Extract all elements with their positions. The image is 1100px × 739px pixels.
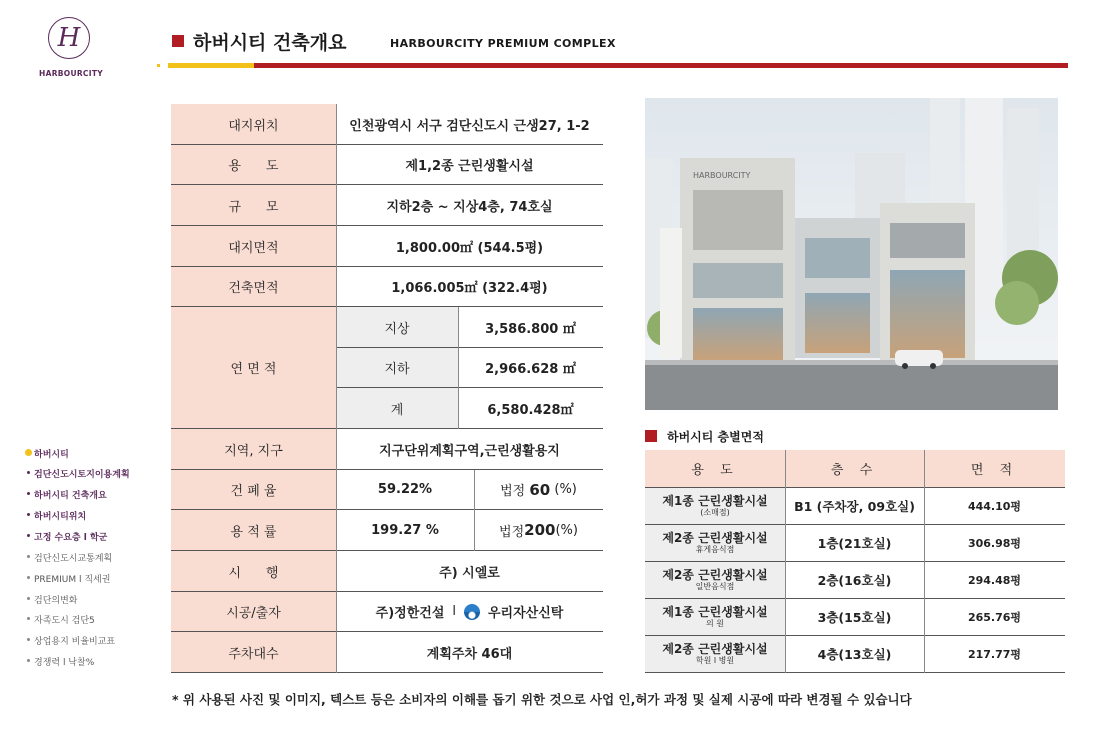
page-subtitle: HARBOURCITY PREMIUM COMPLEX <box>390 37 616 50</box>
nav-item-traffic[interactable]: 검단신도시교통계획 <box>34 551 112 564</box>
legal-prefix: 법정 <box>500 484 530 499</box>
label-site-location: 대지위치 <box>171 104 336 145</box>
area-value: 444.10평 <box>924 488 1065 525</box>
header-rule-red <box>254 63 1068 68</box>
use-name: 제1종 근린생활시설 <box>662 494 768 508</box>
floor-value: 3층(15호실) <box>785 599 924 636</box>
col-divider <box>924 450 925 673</box>
label-developer: 시 행 <box>171 551 336 592</box>
value-zone: 지구단위계획구역,근린생활용지 <box>336 429 603 470</box>
nav-bullet-icon <box>27 555 30 558</box>
logo-monogram-icon: H <box>57 23 81 53</box>
building-illustration <box>645 98 1058 410</box>
value-above-ground: 3,586.800 ㎡ <box>458 307 603 348</box>
use-name: 제2종 근린생활시설 <box>662 642 768 656</box>
label-gross-floor-area: 연 면 적 <box>171 307 336 429</box>
use-detail: 일반음식점 <box>695 582 735 591</box>
nav-item-commercial-ratio[interactable]: 상업용지 비율비교표 <box>34 634 115 647</box>
col-divider <box>474 470 475 551</box>
nav-item-self-sufficient[interactable]: 자족도시 검단5 <box>34 613 95 626</box>
label-parking: 주차대수 <box>171 632 336 673</box>
col-divider <box>458 307 459 429</box>
building-sign: HARBOURCITY <box>693 171 751 180</box>
floor-area-table <box>645 450 1065 673</box>
legal-floor-area-ratio <box>474 510 603 551</box>
nav-bullet-icon <box>27 659 30 662</box>
builder-name: 주)정한건설 <box>375 606 445 621</box>
nav-bullet-icon <box>27 513 30 516</box>
nav-item-harbourcity[interactable]: 하버시티 <box>34 447 69 460</box>
value-use: 제1,2종 근린생활시설 <box>336 145 603 185</box>
nav-item-demand[interactable]: 고정 수요층 l 학군 <box>34 530 107 543</box>
legal-number: 200 <box>524 521 556 539</box>
page-title: 하버시티 건축개요 <box>193 32 347 54</box>
legal-prefix: 법정 <box>499 524 525 540</box>
value-site-area: 1,800.00㎡ (544.5평) <box>336 226 603 267</box>
nav-bullet-icon <box>27 576 30 579</box>
label-zone: 지역, 지구 <box>171 429 336 470</box>
use-detail: 학원 l 병원 <box>695 656 735 665</box>
label-above-ground: 지상 <box>336 307 458 348</box>
use-detail: 의 원 <box>706 619 724 628</box>
table-row <box>645 599 785 636</box>
label-total-floor: 계 <box>336 388 458 429</box>
building-rendering <box>645 98 1058 410</box>
overview-table <box>171 104 603 673</box>
value-total-floor: 6,580.428㎡ <box>458 388 603 429</box>
value-building-coverage: 59.22% <box>336 470 474 510</box>
builder-separator: l <box>452 604 456 619</box>
use-detail: (소매점) <box>700 508 730 517</box>
table-row <box>645 525 785 562</box>
area-value: 306.98평 <box>924 525 1065 562</box>
nav-item-premium[interactable]: PREMIUM l 직세권 <box>34 572 110 585</box>
label-floor-area-ratio: 용 적 률 <box>171 510 336 551</box>
nav-item-overview[interactable]: 하버시티 건축개요 <box>34 488 107 501</box>
label-site-area: 대지면적 <box>171 226 336 267</box>
label-scale: 규 모 <box>171 185 336 226</box>
legal-suffix: (%) <box>550 482 577 497</box>
value-floor-area-ratio: 199.27 % <box>336 510 474 551</box>
floor-table-header-floors: 층 수 <box>785 450 924 488</box>
nav-bullet-icon <box>27 534 30 537</box>
nav-bullet-icon <box>27 617 30 620</box>
label-building-area: 건축면적 <box>171 267 336 307</box>
trust-logo-icon <box>464 604 480 620</box>
value-building-area: 1,066.005㎡ (322.4평) <box>336 267 603 307</box>
use-name: 제1종 근린생활시설 <box>662 605 768 619</box>
label-use: 용 도 <box>171 145 336 185</box>
legal-building-coverage <box>474 470 603 510</box>
title-marker-icon <box>172 35 184 47</box>
label-below-ground: 지하 <box>336 348 458 388</box>
value-developer: 주) 시엘로 <box>336 551 603 592</box>
use-detail: 휴게음식점 <box>695 545 735 554</box>
floor-value: 2층(16호실) <box>785 562 924 599</box>
use-name: 제2종 근린생활시설 <box>662 531 768 545</box>
table-row <box>645 488 785 525</box>
label-building-coverage: 건 폐 율 <box>171 470 336 510</box>
nav-item-changes[interactable]: 검단의변화 <box>34 593 77 606</box>
footnote: * 위 사용된 사진 및 이미지, 텍스트 등은 소비자의 이해를 돕기 위한 것으로 사업 인,허가 과정 및 실제 시공에 따라 변경될 수 있습니다 <box>172 692 912 707</box>
nav-bullet-icon <box>27 638 30 641</box>
nav-item-competitiveness[interactable]: 경쟁력 l 낙찰% <box>34 655 94 668</box>
nav-item-land-use[interactable]: 검단신도시토지이용계획 <box>34 467 130 480</box>
nav-bullet-icon <box>25 449 32 456</box>
area-value: 265.76평 <box>924 599 1065 636</box>
value-parking: 계획주차 46대 <box>336 632 603 673</box>
trust-name: 우리자산신탁 <box>488 606 564 621</box>
floor-value: 1층(21호실) <box>785 525 924 562</box>
floor-table-title: 하버시티 층별면적 <box>667 430 764 444</box>
table-row <box>645 636 785 673</box>
header-rule-yellow <box>168 63 254 68</box>
value-below-ground: 2,966.628 ㎡ <box>458 348 603 388</box>
floor-table-header-area: 면 적 <box>924 450 1065 488</box>
floor-value: B1 (주차장, 09호실) <box>785 488 924 525</box>
header-dot <box>157 64 160 67</box>
floor-table-header-use: 용 도 <box>645 450 785 488</box>
nav-bullet-icon <box>27 492 30 495</box>
nav-bullet-icon <box>27 471 30 474</box>
use-name: 제2종 근린생활시설 <box>662 568 768 582</box>
area-value: 217.77평 <box>924 636 1065 673</box>
col-divider <box>785 450 786 673</box>
nav-item-location[interactable]: 하버시티위치 <box>34 509 86 522</box>
value-site-location: 인천광역시 서구 검단신도시 근생27, 1-2 <box>336 104 603 145</box>
floor-value: 4층(13호실) <box>785 636 924 673</box>
label-builder: 시공/출자 <box>171 592 336 632</box>
value-scale: 지하2층 ~ 지상4층, 74호실 <box>336 185 603 226</box>
nav-bullet-icon <box>27 597 30 600</box>
col-divider <box>336 104 337 673</box>
legal-number: 60 <box>529 480 551 499</box>
legal-suffix: (%) <box>555 522 578 538</box>
area-value: 294.48평 <box>924 562 1065 599</box>
logo-text: HARBOURCITY <box>39 69 103 78</box>
floor-table-marker-icon <box>645 430 657 442</box>
table-row <box>645 562 785 599</box>
value-builder <box>336 592 603 632</box>
